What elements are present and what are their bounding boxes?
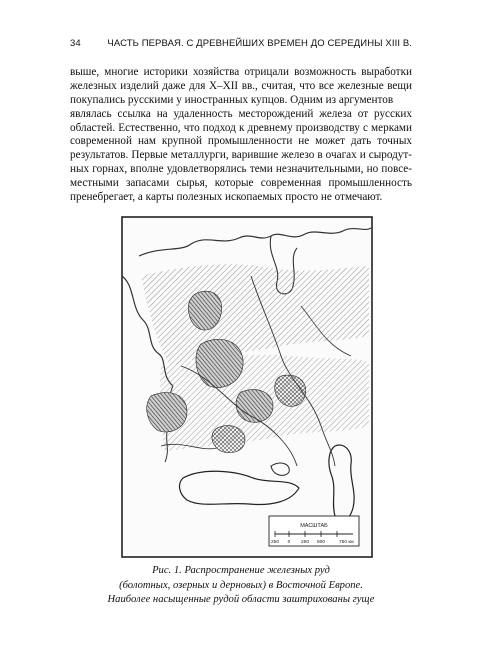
- scale-label: 500: [316, 540, 326, 545]
- body-paragraph: [70, 66, 412, 205]
- running-header: [70, 38, 412, 52]
- ore-distribution-map: [121, 216, 373, 558]
- caption-line: Наиболее насыщенные рудой области заштрихованы гуще: [107, 594, 375, 606]
- body-line: выше, многие историки хозяйства отрицали возможность выработки: [70, 66, 412, 78]
- ore-area-dense: [196, 339, 243, 387]
- ore-area-dense: [147, 393, 187, 432]
- body-line: местными запасами сырья, которые современная промышленность: [70, 177, 412, 190]
- running-title: ЧАСТЬ ПЕРВАЯ. С ДРЕВНЕЙШИХ ВРЕМЕН ДО СЕРЕДИНЫ XIII В.: [107, 38, 412, 49]
- scale-label: 250: [270, 540, 280, 545]
- caption-line: Рис. 1. Распространение железных руд: [152, 565, 330, 576]
- page-number: 34: [70, 38, 81, 49]
- body-line: областей. Естественно, что подход к древнему производству с мерками: [70, 121, 412, 134]
- ore-area-dense: [188, 291, 221, 330]
- caption-line: (болотных, озерных и дерновых) в Восточной Европе.: [119, 579, 363, 591]
- map-scale: [269, 516, 359, 546]
- body-line: пренебрегает, а карты полезных ископаемых просто не отмечают.: [70, 191, 383, 204]
- body-line: железных изделий даже для X–XII вв., считая, что все железные вещи: [70, 79, 412, 92]
- scale-title: МАСШТАБ: [300, 523, 328, 529]
- figure-caption: [70, 564, 412, 608]
- scale-label: 250: [300, 540, 310, 545]
- body-line: современной нам крупной промышленности не может дать точных: [70, 135, 412, 148]
- body-line: ных горнах, вполне удовлетворялись теми незначительными, но повсе-: [70, 163, 412, 176]
- body-line: являлась ссылка на удаленность месторождений железа от русских: [70, 107, 412, 120]
- body-line: покупались русскими у иностранных купцов. Одним из аргументов: [70, 93, 394, 106]
- scale-label: 0: [287, 540, 291, 545]
- scale-label: 750 км: [339, 540, 354, 545]
- body-line: результатов. Первые металлурги, варившие железо в очагах и сыродут-: [70, 149, 412, 162]
